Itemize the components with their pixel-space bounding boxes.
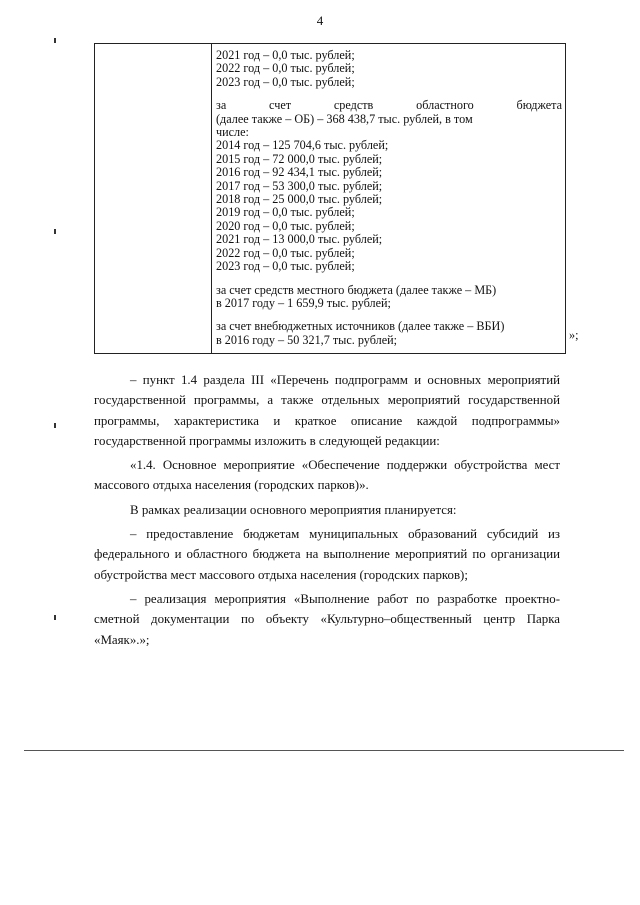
- margin-mark: [54, 423, 56, 428]
- table-column-divider: [211, 44, 212, 353]
- ob-year-line: 2022 год – 0,0 тыс. рублей;: [216, 245, 355, 260]
- margin-mark: [54, 38, 56, 43]
- margin-mark: [54, 229, 56, 234]
- mb-line: за счет средств местного бюджета (далее также – МБ): [216, 282, 497, 297]
- body-text: [94, 370, 560, 650]
- table-line: 2023 год – 0,0 тыс. рублей;: [216, 74, 355, 89]
- table-line: 2022 год – 0,0 тыс. рублей;: [216, 61, 355, 76]
- paragraph-subsidies: – предоставление бюджетам муниципальных образований субсидий из федерального и областного бюджета на выполнение мероприятий по организации обустройства мест массового отдыха населения (городских парков);: [94, 527, 560, 582]
- paragraph-main-activity: «1.4. Основное мероприятие «Обеспечение поддержки обустройства мест массового отдыха населения (городских парков)».: [94, 458, 560, 493]
- ob-year-line: 2014 год – 125 704,6 тыс. рублей;: [216, 138, 389, 153]
- ob-year-line: 2018 год – 25 000,0 тыс. рублей;: [216, 192, 383, 207]
- ob-year-line: 2021 год – 13 000,0 тыс. рублей;: [216, 232, 383, 247]
- ob-intro-line: за счет средств областного бюджета: [216, 98, 562, 113]
- funding-table: [94, 43, 566, 354]
- ob-year-line: 2017 год – 53 300,0 тыс. рублей;: [216, 178, 383, 193]
- ob-intro-line: числе:: [216, 125, 249, 140]
- funding-cell: [216, 49, 562, 347]
- vbi-line: за счет внебюджетных источников (далее также – ВБИ): [216, 319, 505, 334]
- paragraph-planned: В рамках реализации основного мероприятия планируется:: [130, 502, 457, 517]
- page-number: 4: [316, 13, 324, 28]
- spacer: [216, 274, 562, 284]
- ob-year-line: 2015 год – 72 000,0 тыс. рублей;: [216, 151, 383, 166]
- footer-divider: [24, 750, 624, 751]
- ob-year-line: 2023 год – 0,0 тыс. рублей;: [216, 259, 355, 274]
- ob-year-line: 2020 год – 0,0 тыс. рублей;: [216, 218, 355, 233]
- table-line: 2021 год – 0,0 тыс. рублей;: [216, 48, 355, 62]
- ob-year-line: 2019 год – 0,0 тыс. рублей;: [216, 205, 355, 220]
- paragraph-design-docs: – реализация мероприятия «Выполнение работ по разработке проектно-сметной документации по объекту «Культурно–общественный центр Парка «Маяк».»;: [94, 591, 560, 647]
- ob-intro-line: (далее также – ОБ) – 368 438,7 тыс. рублей, в том: [216, 111, 473, 126]
- ob-year-line: 2016 год – 92 434,1 тыс. рублей;: [216, 165, 383, 180]
- mb-line: в 2017 году – 1 659,9 тыс. рублей;: [216, 295, 391, 310]
- paragraph-amendment: – пункт 1.4 раздела III «Перечень подпрограмм и основных мероприятий государственной программы, а также отдельных мероприятий государственной программы, характеристика и краткое описание каждой подпрограммы» государственной программы изложить в следующей редакции:: [94, 373, 560, 448]
- closing-quote: »;: [569, 328, 579, 342]
- vbi-line: в 2016 году – 50 321,7 тыс. рублей;: [216, 332, 398, 347]
- margin-mark: [54, 615, 56, 620]
